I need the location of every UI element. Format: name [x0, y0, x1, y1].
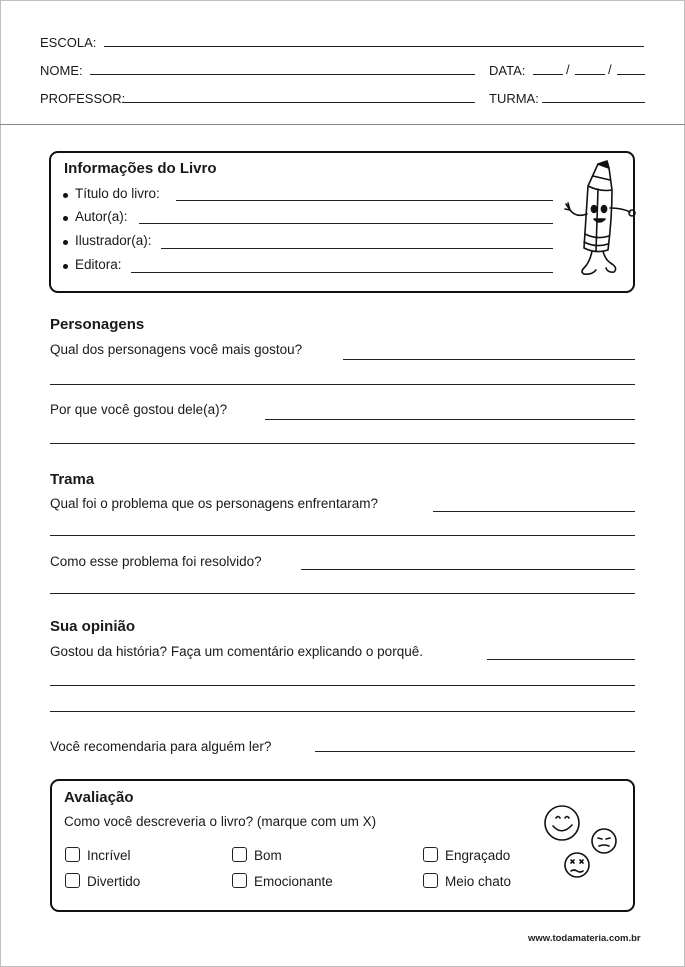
date-day-field[interactable]	[533, 74, 563, 75]
checkbox-bom[interactable]	[232, 847, 247, 862]
class-label: TURMA:	[489, 91, 539, 106]
opinion-answer-1-line-1[interactable]	[487, 659, 635, 660]
checkbox-engracado[interactable]	[423, 847, 438, 862]
checkbox-meio-chato[interactable]	[423, 873, 438, 888]
characters-question-1: Qual dos personagens você mais gostou?	[50, 342, 303, 357]
date-separator: /	[566, 62, 570, 77]
teacher-label: PROFESSOR:	[40, 91, 126, 106]
book-info-title: Informações do Livro	[64, 160, 217, 177]
opinion-question-1: Gostou da história? Faça um comentário explicando o porquê.	[50, 644, 423, 659]
school-label: ESCOLA:	[40, 35, 97, 50]
plot-question-2: Como esse problema foi resolvido?	[50, 554, 262, 569]
date-separator: /	[608, 62, 612, 77]
option-bom-label: Bom	[254, 848, 282, 863]
opinion-answer-2-line[interactable]	[315, 751, 635, 752]
checkbox-divertido[interactable]	[65, 873, 80, 888]
characters-title: Personagens	[50, 316, 145, 333]
illustrator-field[interactable]	[161, 248, 553, 249]
rating-prompt: Como você descreveria o livro? (marque com um X)	[64, 814, 377, 829]
date-month-field[interactable]	[575, 74, 605, 75]
date-label: DATA:	[489, 63, 526, 78]
publisher-field[interactable]	[131, 272, 553, 273]
bullet	[63, 240, 68, 245]
characters-answer-2-line-2[interactable]	[50, 443, 635, 444]
characters-answer-1-line-1[interactable]	[343, 359, 635, 360]
option-emocionante-label: Emocionante	[254, 874, 333, 889]
opinion-answer-1-line-3[interactable]	[50, 711, 635, 712]
rating-title: Avaliação	[64, 789, 134, 806]
opinion-title: Sua opinião	[50, 618, 136, 635]
bullet	[63, 193, 68, 198]
checkbox-emocionante[interactable]	[232, 873, 247, 888]
option-engracado-label: Engraçado	[445, 848, 511, 863]
opinion-question-2: Você recomendaria para alguém ler?	[50, 739, 272, 754]
illustrator-label: Ilustrador(a):	[75, 233, 152, 248]
plot-answer-2-line-2[interactable]	[50, 593, 635, 594]
plot-answer-1-line-1[interactable]	[433, 511, 635, 512]
option-meio-chato-label: Meio chato	[445, 874, 512, 889]
class-field[interactable]	[542, 102, 645, 103]
author-field[interactable]	[139, 223, 553, 224]
teacher-field[interactable]	[122, 102, 475, 103]
pencil-mascot-illustration	[560, 156, 640, 284]
characters-question-2: Por que você gostou dele(a)?	[50, 402, 228, 417]
plot-answer-2-line-1[interactable]	[301, 569, 635, 570]
option-divertido-label: Divertido	[87, 874, 141, 889]
plot-answer-1-line-2[interactable]	[50, 535, 635, 536]
name-label: NOME:	[40, 63, 83, 78]
plot-question-1: Qual foi o problema que os personagens enfrentaram?	[50, 496, 378, 511]
bullet	[63, 216, 68, 221]
plot-title: Trama	[50, 471, 95, 488]
checkbox-incrivel[interactable]	[65, 847, 80, 862]
characters-answer-2-line-1[interactable]	[265, 419, 635, 420]
footer-site: www.todamateria.com.br	[528, 933, 641, 944]
option-incrivel-label: Incrível	[87, 848, 131, 863]
author-label: Autor(a):	[75, 209, 128, 224]
school-field[interactable]	[104, 46, 644, 47]
book-title-field[interactable]	[176, 200, 553, 201]
emoji-faces-illustration	[540, 800, 625, 885]
publisher-label: Editora:	[75, 257, 122, 272]
header-divider	[0, 124, 685, 125]
name-field[interactable]	[90, 74, 475, 75]
date-year-field[interactable]	[617, 74, 645, 75]
characters-answer-1-line-2[interactable]	[50, 384, 635, 385]
book-title-label: Título do livro:	[75, 186, 160, 201]
opinion-answer-1-line-2[interactable]	[50, 685, 635, 686]
bullet	[63, 264, 68, 269]
